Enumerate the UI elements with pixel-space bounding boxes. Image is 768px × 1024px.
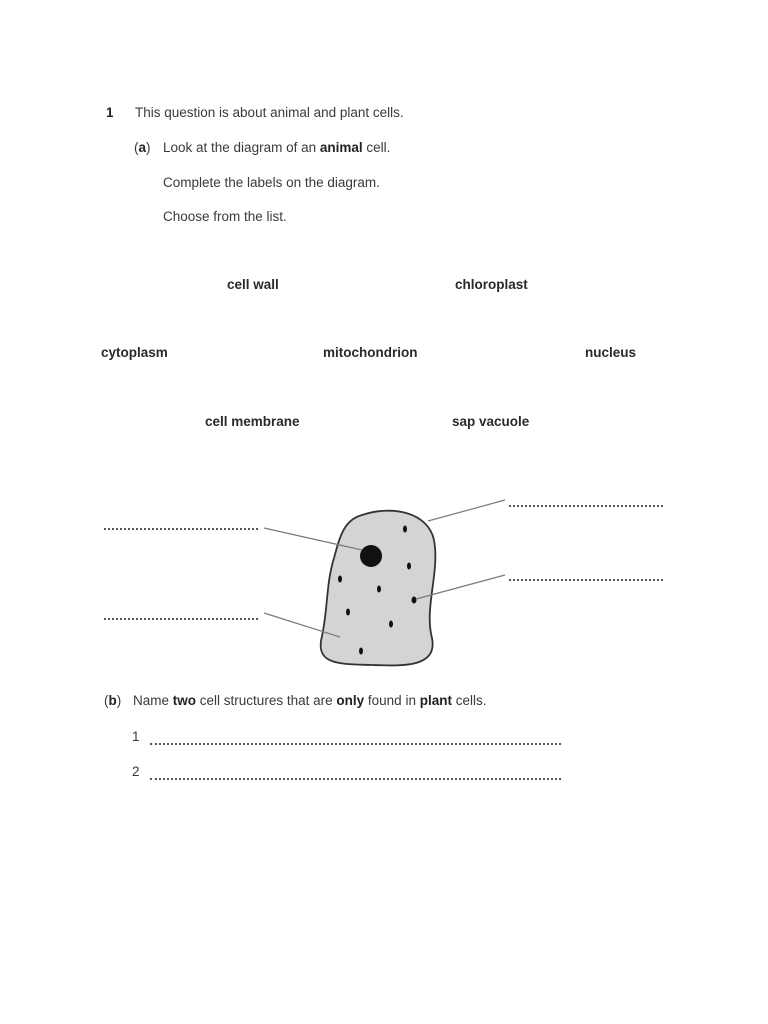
part-b-label: (b) [104,693,122,708]
answer-line-1[interactable] [150,743,561,745]
instruction-choose-list: Choose from the list. [163,209,287,224]
part-a-label: (a) [134,140,151,155]
part-a-text: Look at the diagram of an animal cell. [163,140,391,155]
option-cell-membrane: cell membrane [205,414,300,429]
question-stem: This question is about animal and plant cells. [135,105,404,120]
label-answer-line-top-left[interactable] [104,528,258,530]
option-mitochondrion: mitochondrion [323,345,418,360]
instruction-complete-labels: Complete the labels on the diagram. [163,175,380,190]
option-sap-vacuole: sap vacuole [452,414,530,429]
answer-number-1: 1 [132,729,140,744]
label-answer-line-top-right[interactable] [509,505,663,507]
answer-number-2: 2 [132,764,140,779]
answer-line-2[interactable] [150,778,561,780]
option-cell-wall: cell wall [227,277,279,292]
option-chloroplast: chloroplast [455,277,528,292]
label-answer-line-bottom-right[interactable] [509,579,663,581]
nucleus-shape [360,545,382,567]
question-number: 1 [106,105,114,120]
label-answer-line-bottom-left[interactable] [104,618,258,620]
option-cytoplasm: cytoplasm [101,345,168,360]
part-b-text: Name two cell structures that are only found in plant cells. [133,693,487,708]
option-nucleus: nucleus [585,345,637,360]
